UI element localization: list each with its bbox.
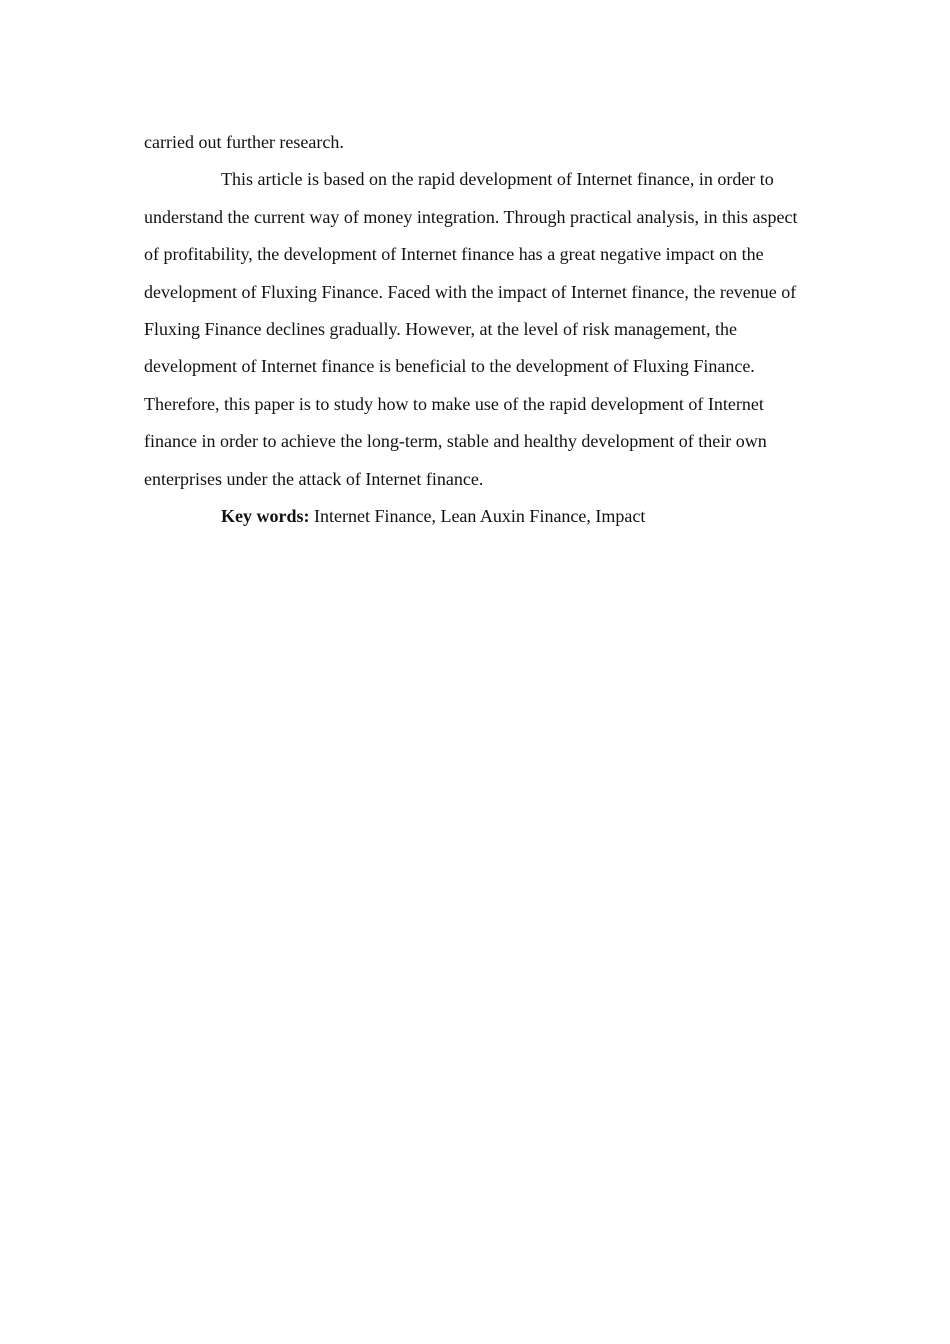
document-body [144,124,808,535]
keywords-line [144,498,808,535]
abstract-paragraph: This article is based on the rapid development of Internet finance, in order to understand the current way of money integration. Through practical analysis, in this aspect of profitability, the development of Internet finance has a great negative impact on the development of Fluxing Finance. Faced with the impact of Internet finance, the revenue of Fluxing Finance declines gradually. However, at the level of risk management, the development of Internet finance is beneficial to the development of Fluxing Finance. Therefore, this paper is to study how to make use of the rapid development of Internet finance in order to achieve the long-term, stable and healthy development of their own enterprises under the attack of Internet finance. [144,169,798,489]
keywords-label: Key words: [221,506,310,527]
keywords-text: Internet Finance, Lean Auxin Finance, Impact [309,506,646,527]
continuation-paragraph: carried out further research. [144,132,344,152]
